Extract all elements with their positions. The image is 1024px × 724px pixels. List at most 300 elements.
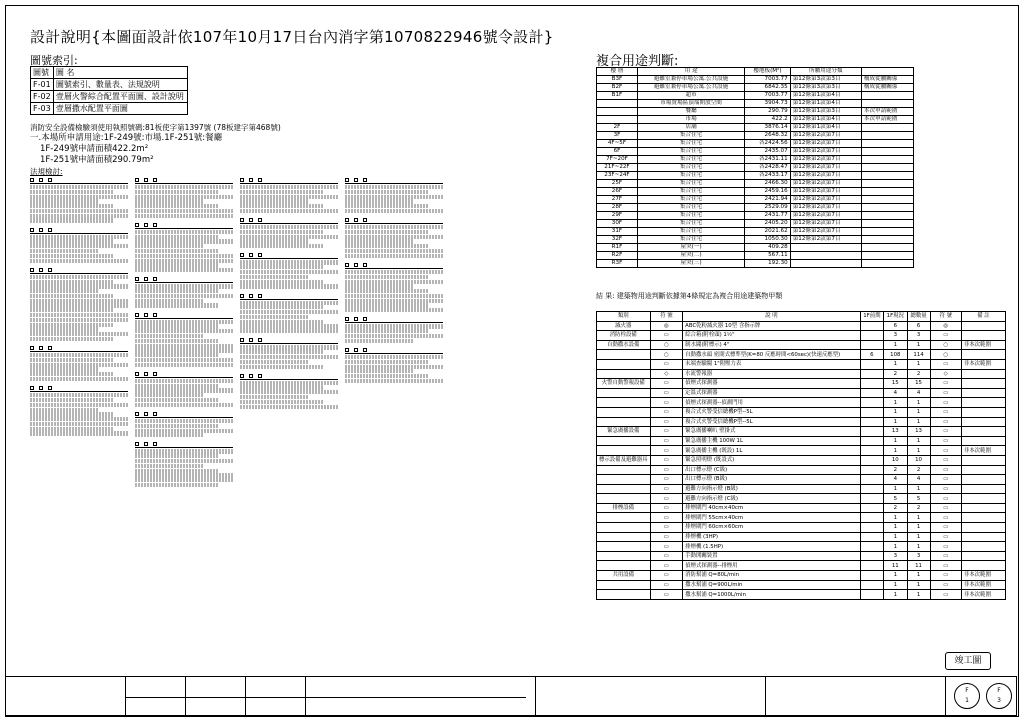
table-cell: 避難室兼停車場公寓.公共設施 — [637, 76, 744, 84]
checkbox-icon — [39, 386, 43, 390]
table-cell: 2435.07 — [745, 148, 791, 156]
drawing-index-heading: 圖號索引: — [30, 54, 78, 67]
checkbox-icon — [48, 268, 52, 272]
table-row — [597, 172, 914, 180]
table-cell: 290.79 — [745, 108, 791, 116]
table-row — [597, 359, 1006, 369]
table-row — [597, 580, 1006, 590]
table-cell — [597, 475, 651, 485]
fine-print-line — [135, 195, 233, 199]
checkbox-icon — [144, 372, 148, 376]
table-row — [597, 388, 1006, 398]
table-cell: 1 — [907, 523, 930, 533]
fine-print-line — [30, 204, 113, 208]
regulation-block-header — [240, 374, 338, 380]
legend-symbol-icon: ▭ — [930, 532, 961, 542]
fine-print-line — [240, 320, 323, 324]
table-cell: 屋突(三) — [637, 260, 744, 268]
regulation-column — [135, 178, 233, 492]
fine-print-line — [135, 259, 233, 263]
legend-symbol-icon: ○ — [930, 340, 961, 350]
checkbox-icon — [240, 218, 244, 222]
checkbox-icon — [135, 313, 139, 317]
legend-symbol-icon: ▭ — [650, 542, 683, 552]
table-cell: 緊急廣播主機 100W 1L — [683, 436, 860, 446]
table-cell: 排煙閘門 55cm×40cm — [683, 513, 860, 523]
table-cell: 108 — [884, 350, 907, 360]
table-cell: 2 — [884, 503, 907, 513]
fine-print-line — [30, 318, 128, 322]
table-cell: B3F — [597, 76, 638, 84]
checkbox-icon — [354, 218, 358, 222]
fine-print-line — [345, 185, 443, 189]
checkbox-icon — [48, 346, 52, 350]
legend-symbol-icon: ▭ — [650, 551, 683, 561]
regulation-block — [135, 442, 233, 487]
table-cell — [861, 180, 913, 188]
table-row — [597, 212, 914, 220]
legend-symbol-icon: ▭ — [930, 571, 961, 581]
fine-print-line — [345, 284, 414, 288]
table-cell — [597, 532, 651, 542]
table-cell: F-01 — [31, 79, 54, 91]
fine-print-line — [345, 230, 428, 234]
legend-symbol-icon: ▭ — [930, 455, 961, 465]
table-cell — [961, 503, 1005, 513]
table-header-cell: 樓 層 — [597, 68, 638, 76]
table-cell — [597, 116, 638, 124]
table-header-cell: 符 號 — [650, 312, 683, 322]
table-row — [597, 523, 1006, 533]
fine-print-line — [135, 403, 233, 407]
regulation-block — [135, 223, 233, 272]
fine-print-line — [240, 235, 338, 239]
checkbox-icon — [249, 178, 253, 182]
fine-print-line — [135, 344, 233, 348]
regulation-block — [240, 374, 338, 409]
fine-print-line — [135, 464, 204, 468]
legend-symbol-icon: ▭ — [650, 590, 683, 600]
table-cell: B2F — [597, 84, 638, 92]
table-row — [597, 220, 914, 228]
table-cell: 4 — [884, 475, 907, 485]
legend-symbol-icon: ▭ — [930, 542, 961, 552]
table-cell: 23F~24F — [597, 172, 638, 180]
legend-symbol-icon: ▭ — [650, 446, 683, 456]
table-cell — [860, 465, 883, 475]
fine-print-line — [240, 385, 323, 389]
title-block-cell — [6, 677, 126, 715]
table-row — [597, 590, 1006, 600]
table-header-cell: 1F前期 — [860, 312, 883, 322]
table-row — [597, 312, 1006, 322]
table-cell — [860, 590, 883, 600]
table-cell: 各2431.11 — [745, 156, 791, 164]
fine-print-line — [240, 360, 309, 364]
fine-print-line — [240, 301, 338, 305]
table-cell: 26F — [597, 188, 638, 196]
sheet-index: 1 — [965, 697, 969, 704]
table-row — [597, 148, 914, 156]
fine-print-line — [135, 230, 233, 234]
legend-symbol-icon: ◇ — [930, 369, 961, 379]
mixed-use-table — [596, 67, 914, 268]
fine-print-line — [30, 353, 128, 357]
fine-print-line — [30, 367, 99, 371]
fine-print-line — [135, 249, 218, 253]
fine-print-line — [135, 393, 204, 397]
regulation-block — [135, 178, 233, 218]
table-row — [597, 561, 1006, 571]
table-cell: 1 — [907, 532, 930, 542]
table-cell: 6842.35 — [745, 84, 791, 92]
table-cell: 2F — [597, 124, 638, 132]
legend-symbol-icon: ▭ — [930, 417, 961, 427]
table-cell: 排煙閘門 60cm×60cm — [683, 523, 860, 533]
table-cell — [961, 532, 1005, 542]
table-cell — [860, 551, 883, 561]
legend-symbol-icon: ▭ — [650, 427, 683, 437]
intro-line: 一.本場所申請用途:1F-249號:市場.1F-251號:餐廳 — [30, 133, 223, 143]
mixed-use-heading: 複合用途判斷: — [596, 54, 679, 69]
fine-print-line — [30, 214, 128, 218]
table-row — [597, 156, 914, 164]
table-cell: 第12條第1款第4目 — [790, 116, 861, 124]
table-cell — [861, 92, 913, 100]
fine-print-line — [135, 263, 218, 267]
table-cell — [861, 148, 913, 156]
table-row — [31, 79, 188, 91]
fine-print-line — [135, 209, 233, 213]
intro-line: 1F-249號申請面積422.2m² — [40, 144, 149, 154]
fine-print-line — [345, 289, 428, 293]
table-cell — [961, 465, 1005, 475]
table-cell: 7003.77 — [745, 92, 791, 100]
table-cell — [597, 359, 651, 369]
table-cell: 4 — [884, 388, 907, 398]
drawing-index-table — [30, 66, 188, 115]
fine-print-line — [30, 408, 99, 412]
table-cell — [860, 417, 883, 427]
table-cell: 114 — [907, 350, 930, 360]
table-cell: 1 — [907, 340, 930, 350]
table-cell: 集合住宅 — [637, 140, 744, 148]
table-cell: 25F — [597, 180, 638, 188]
table-cell: 10 — [884, 455, 907, 465]
legend-symbol-icon: ▭ — [650, 407, 683, 417]
table-header-cell — [861, 68, 913, 76]
table-cell: 共用設備 — [597, 571, 651, 581]
table-cell: 避難方向指示燈 (B級) — [683, 484, 860, 494]
table-cell: 排煙設備 — [597, 503, 651, 513]
table-cell: 2 — [907, 369, 930, 379]
table-cell — [861, 140, 913, 148]
table-cell — [860, 321, 883, 331]
legend-symbol-icon: ▭ — [650, 494, 683, 504]
fine-print-line — [345, 294, 443, 298]
fine-print-line — [135, 324, 218, 328]
fine-print-line — [240, 305, 323, 309]
legend-symbol-icon: ▭ — [930, 398, 961, 408]
fine-print-line — [240, 209, 338, 213]
table-cell: 1 — [884, 407, 907, 417]
regulation-block — [345, 317, 443, 343]
table-row — [31, 103, 188, 115]
fine-print-line — [135, 244, 204, 248]
fine-print-line — [30, 299, 128, 303]
table-cell: 第12條第1款第3目 — [790, 108, 861, 116]
table-row — [597, 494, 1006, 504]
legend-symbol-icon: ▭ — [650, 465, 683, 475]
title-block-cell — [306, 677, 536, 715]
regulation-block — [30, 178, 128, 223]
legend-symbol-icon: ▭ — [650, 359, 683, 369]
sheet-code: F — [997, 687, 1001, 694]
checkbox-icon — [30, 268, 34, 272]
table-cell — [860, 427, 883, 437]
fine-print-line — [345, 355, 443, 359]
table-cell: 手動開關裝置 — [683, 551, 860, 561]
table-cell: 第12條第2款第7目 — [790, 164, 861, 172]
legend-symbol-icon: ▭ — [930, 388, 961, 398]
fine-print-line — [30, 358, 113, 362]
table-row — [597, 436, 1006, 446]
fine-print-line — [345, 329, 428, 333]
checkbox-icon — [249, 294, 253, 298]
table-cell — [861, 204, 913, 212]
table-cell: 28F — [597, 204, 638, 212]
fine-print-line — [30, 337, 113, 341]
fine-print-line — [30, 303, 128, 307]
table-cell: 第12條第1款第4目 — [790, 124, 861, 132]
checkbox-icon — [30, 346, 34, 350]
regulation-block — [345, 263, 443, 312]
title-block-cell — [536, 677, 766, 715]
regulation-block — [345, 178, 443, 213]
table-cell — [961, 523, 1005, 533]
table-cell — [961, 388, 1005, 398]
fine-print-line — [135, 303, 218, 307]
table-cell: 1 — [884, 542, 907, 552]
fine-print-line — [345, 334, 443, 338]
legend-symbol-icon: ▭ — [650, 523, 683, 533]
regulation-block — [135, 372, 233, 407]
regulation-block — [135, 412, 233, 438]
table-cell: 1 — [907, 513, 930, 523]
table-cell: 屋突(一) — [637, 244, 744, 252]
table-header-cell: 所屬用途分類 — [790, 68, 861, 76]
table-cell: 3876.14 — [745, 124, 791, 132]
checkbox-icon — [135, 223, 139, 227]
table-cell: 各2428.47 — [745, 164, 791, 172]
table-row — [597, 331, 1006, 341]
table-cell — [860, 359, 883, 369]
legend-symbol-icon: ▭ — [930, 427, 961, 437]
fine-print-line — [240, 275, 309, 279]
table-cell — [861, 164, 913, 172]
table-row — [597, 188, 914, 196]
table-cell — [860, 331, 883, 341]
table-cell: R1F — [597, 244, 638, 252]
regulation-block-header — [30, 178, 128, 184]
table-row — [597, 427, 1006, 437]
table-cell: 15 — [884, 379, 907, 389]
table-row — [597, 503, 1006, 513]
table-cell: 1 — [884, 340, 907, 350]
fine-print-line — [30, 422, 128, 426]
legend-symbol-icon: ▭ — [930, 590, 961, 600]
table-cell: 4 — [907, 388, 930, 398]
table-cell — [597, 484, 651, 494]
checkbox-icon — [48, 228, 52, 232]
table-cell: 集合住宅 — [637, 164, 744, 172]
table-cell — [597, 446, 651, 456]
legend-symbol-icon: ▭ — [930, 407, 961, 417]
legend-symbol-icon: ○ — [930, 350, 961, 360]
table-cell: 超市 — [637, 92, 744, 100]
fine-print-line — [135, 334, 204, 338]
fine-print-line — [135, 199, 204, 203]
table-cell: 緊急廣播主機 (既設) 1L — [683, 446, 860, 456]
table-cell — [597, 350, 651, 360]
table-cell — [597, 542, 651, 552]
table-cell — [860, 475, 883, 485]
legend-symbol-icon: ▭ — [650, 398, 683, 408]
fine-print-line — [240, 345, 338, 349]
fine-print-line — [345, 254, 443, 258]
regulation-block — [30, 268, 128, 341]
fine-print-line — [135, 384, 218, 388]
table-cell: 第12條第2款第7目 — [790, 220, 861, 228]
regulation-block — [135, 277, 233, 307]
legend-symbol-icon: ▭ — [650, 455, 683, 465]
table-cell: 1 — [884, 398, 907, 408]
checkbox-icon — [39, 346, 43, 350]
table-cell: 2 — [884, 465, 907, 475]
legend-symbol-icon: ▭ — [650, 532, 683, 542]
fine-print-line — [30, 431, 128, 435]
table-cell — [861, 252, 913, 260]
table-cell — [597, 465, 651, 475]
table-cell — [860, 580, 883, 590]
table-cell: 壹層火警綜合配置平面圖、設計說明 — [53, 91, 187, 103]
sheet-number-badge — [954, 683, 980, 709]
table-cell: 第12條第2款第7目 — [790, 180, 861, 188]
table-row — [597, 204, 914, 212]
table-cell — [861, 228, 913, 236]
checkbox-icon — [363, 218, 367, 222]
fine-print-line — [345, 303, 428, 307]
table-cell: 1 — [907, 359, 930, 369]
table-row — [597, 513, 1006, 523]
fine-print-line — [345, 190, 428, 194]
regulation-block — [240, 218, 338, 248]
title-block-cell — [126, 677, 186, 715]
checkbox-icon — [153, 442, 157, 446]
table-cell: 4 — [907, 475, 930, 485]
table-cell — [961, 331, 1005, 341]
checkbox-icon — [249, 338, 253, 342]
table-cell: 1 — [884, 436, 907, 446]
table-row — [597, 140, 914, 148]
table-cell: 4F~5F — [597, 140, 638, 148]
legend-symbol-icon: ▭ — [930, 475, 961, 485]
table-cell: 集合住宅 — [637, 188, 744, 196]
table-cell — [597, 369, 651, 379]
table-cell — [961, 321, 1005, 331]
fine-print-line — [240, 190, 323, 194]
table-cell — [961, 379, 1005, 389]
table-cell: 本次申請範圍 — [861, 108, 913, 116]
fine-print-line — [30, 185, 128, 189]
table-cell: 409.28 — [745, 244, 791, 252]
table-cell: 制水閥(附標示) 4" — [683, 340, 860, 350]
table-cell — [860, 561, 883, 571]
table-row — [597, 252, 914, 260]
table-cell: ABC乾粉滅火器 10型 含指示牌 — [683, 321, 860, 331]
legend-symbol-icon: ▭ — [650, 571, 683, 581]
sheet-index: 3 — [997, 697, 1001, 704]
fine-print-line — [135, 449, 233, 453]
fine-print-line — [135, 339, 218, 343]
table-cell: 1 — [884, 446, 907, 456]
fine-print-line — [135, 433, 204, 437]
checkbox-icon — [345, 178, 349, 182]
table-cell: 1 — [907, 398, 930, 408]
checkbox-icon — [144, 178, 148, 182]
checkbox-icon — [240, 338, 244, 342]
table-cell — [597, 513, 651, 523]
table-cell: 構成從屬關係 — [861, 76, 913, 84]
legend-symbol-icon: ▭ — [930, 561, 961, 571]
table-header-cell: 圖號 — [31, 67, 54, 79]
fine-print-line — [30, 275, 128, 279]
intro-line: 消防安全設備檢驗須使用執照號碼:81板使字第1397號 (78板建字第468號) — [30, 123, 281, 132]
fine-print-line — [240, 185, 338, 189]
table-cell — [597, 436, 651, 446]
table-cell: 2 — [907, 503, 930, 513]
table-cell: 1 — [884, 571, 907, 581]
table-cell — [860, 523, 883, 533]
table-cell: 定溫式探測器 — [683, 388, 860, 398]
table-cell: 2021.62 — [745, 228, 791, 236]
regulation-block — [30, 228, 128, 263]
table-header-cell: 類別 — [597, 312, 651, 322]
fine-print-line — [240, 284, 338, 288]
table-cell: 非本次範圍 — [961, 580, 1005, 590]
table-cell: 緊急廣播喇叭 壁掛式 — [683, 427, 860, 437]
fine-print-line — [30, 259, 128, 263]
fine-print-line — [240, 390, 338, 394]
fine-print-line — [30, 195, 128, 199]
legend-symbol-icon: ▭ — [930, 379, 961, 389]
table-cell — [861, 196, 913, 204]
regulation-column — [30, 178, 128, 441]
legend-symbol-icon: ▭ — [930, 331, 961, 341]
table-cell: 複合式火警受信總機P型--5L — [683, 417, 860, 427]
table-cell: 集合住宅 — [637, 196, 744, 204]
table-cell — [860, 379, 883, 389]
table-header-cell: 1F現況 — [884, 312, 907, 322]
table-cell — [860, 503, 883, 513]
table-cell: B1F — [597, 92, 638, 100]
fine-print-line — [30, 235, 128, 239]
table-cell: 3 — [884, 551, 907, 561]
checkbox-icon — [135, 178, 139, 182]
table-cell: 自動撒水設備 — [597, 340, 651, 350]
checkbox-icon — [354, 263, 358, 267]
table-cell: 避難方向指示燈 (C級) — [683, 494, 860, 504]
